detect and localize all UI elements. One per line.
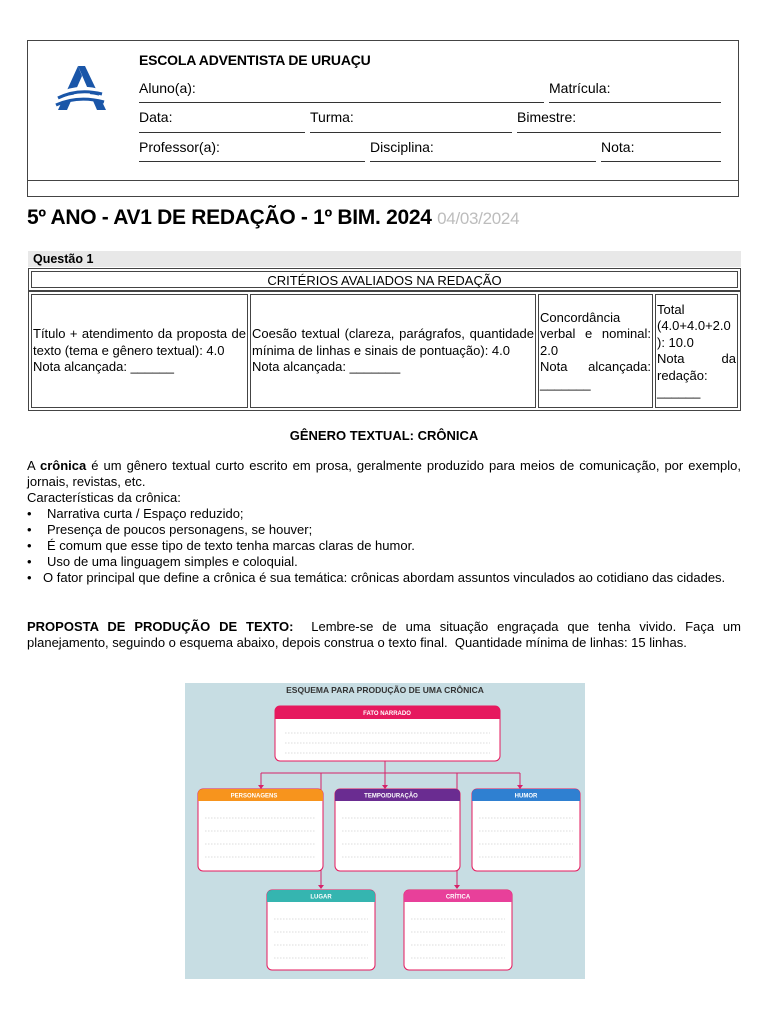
professor-label: Professor(a): [139,139,220,155]
scheme-box-tempo [335,789,460,871]
turma-label: Turma: [310,109,354,125]
genre-title: GÊNERO TEXTUAL: CRÔNICA [289,428,479,443]
matricula-label: Matrícula: [549,80,611,96]
chronicle-scheme [185,683,585,979]
scheme-box-critica [404,890,512,970]
criteria-total-score: Nota da redação: ______ [657,351,736,399]
nota-label: Nota: [601,139,635,155]
bimestre-label: Bimestre: [517,109,577,125]
proposal-text: Lembre-se de uma situação engraçada que tenha vivido. Faça um planejamento, seguindo o esquema abaixo, depois construa o texto final. Quantidade mínima de linhas: 15 linhas. [27,619,745,651]
bimestre-line[interactable] [517,132,721,133]
proposal-label: PROPOSTA DE PRODUÇÃO DE TEXTO: [27,619,294,634]
bullet-glyph: • [27,522,32,537]
list-item [27,522,741,538]
criteria-agreement-score: Nota alcançada: _______ [540,359,651,391]
genre-intro-prefix: A [27,458,40,473]
professor-line[interactable] [139,161,365,162]
school-logo-icon [54,64,106,112]
bullet-text: Presença de poucos personagens, se houver; [47,522,313,537]
characteristics-title: Características da crônica: [27,490,181,505]
scheme-diagram [185,683,585,979]
header-divider [27,180,739,181]
scheme-box-personagens [198,789,323,871]
bullet-glyph: • [27,538,32,553]
exam-title [27,206,519,230]
matricula-line[interactable] [549,102,721,103]
school-name: ESCOLA ADVENTISTA DE URUAÇU [139,52,371,68]
exam-title-main: 5º ANO - AV1 DE REDAÇÃO - 1º BIM. 2024 [27,206,432,229]
disciplina-line[interactable] [370,161,596,162]
disciplina-label: Disciplina: [370,139,434,155]
bullet-text: Uso de uma linguagem simples e coloquial. [47,554,298,569]
scheme-label-critica: CRÍTICA [445,894,471,901]
genre-intro-rest: é um gênero textual curto escrito em prosa, geralmente produzido para meios de comunicação, por exemplo, jornais, revistas, etc. [27,458,741,490]
list-item [27,538,741,554]
scheme-label-tempo: TEMPO/DURAÇÃO [364,793,418,800]
data-label: Data: [139,109,173,125]
genre-intro [27,458,741,491]
criteria-total-desc: Total (4.0+4.0+2.0 ): 10.0 [657,301,731,350]
aluno-line[interactable] [139,102,544,103]
scheme-label-personagens: PERSONAGENS [230,793,278,800]
criteria-title-desc: Título + atendimento da proposta de texto (tema e gênero textual): 4.0 [33,326,246,358]
bullet-text: O fator principal que define a crônica é sua temática: crônicas abordam assuntos vinculados ao cotidiano das cidades. [43,570,726,585]
criteria-title-score: Nota alcançada: ______ [33,359,174,375]
criteria-cell-total [655,294,738,408]
turma-line[interactable] [310,132,512,133]
nota-line[interactable] [601,161,721,162]
criteria-row [28,291,741,411]
bullet-text: É comum que esse tipo de texto tenha marcas claras de humor. [47,538,415,553]
data-line[interactable] [139,132,305,133]
header-box [27,40,739,197]
bullet-glyph: • [27,554,32,569]
criteria-cell-cohesion [250,294,536,408]
proposal-paragraph [27,619,745,652]
list-item [27,570,741,586]
scheme-box-fato-narrado [275,706,500,761]
criteria-header-text: CRITÉRIOS AVALIADOS NA REDAÇÃO [31,271,738,288]
criteria-cell-title [31,294,248,408]
scheme-label-lugar: LUGAR [310,894,332,901]
scheme-label-fato: FATO NARRADO [363,711,411,717]
exam-date: 04/03/2024 [437,209,520,228]
criteria-cohesion-score: Nota alcançada: _______ [252,359,401,375]
genre-intro-bold: crônica [39,458,87,473]
scheme-box-lugar [267,890,375,970]
bullet-glyph: • [27,506,32,521]
scheme-box-humor [472,789,580,871]
aluno-label: Aluno(a): [139,80,196,96]
bullet-text: Narrativa curta / Espaço reduzido; [47,506,244,521]
list-item [27,506,741,522]
list-item [27,554,741,570]
criteria-cell-agreement [538,294,653,408]
criteria-cohesion-desc: Coesão textual (clareza, parágrafos, quantidade mínima de linhas e sinais de pontuação): 4.0 [252,326,534,358]
criteria-header [28,268,741,291]
criteria-agreement-desc: Concordância verbal e nominal: 2.0 [540,309,651,358]
question-label: Questão 1 [28,251,741,267]
scheme-label-humor: HUMOR [514,793,538,800]
scheme-title: ESQUEMA PARA PRODUÇÃO DE UMA CRÔNICA [286,685,484,695]
bullet-glyph: • [27,570,32,585]
